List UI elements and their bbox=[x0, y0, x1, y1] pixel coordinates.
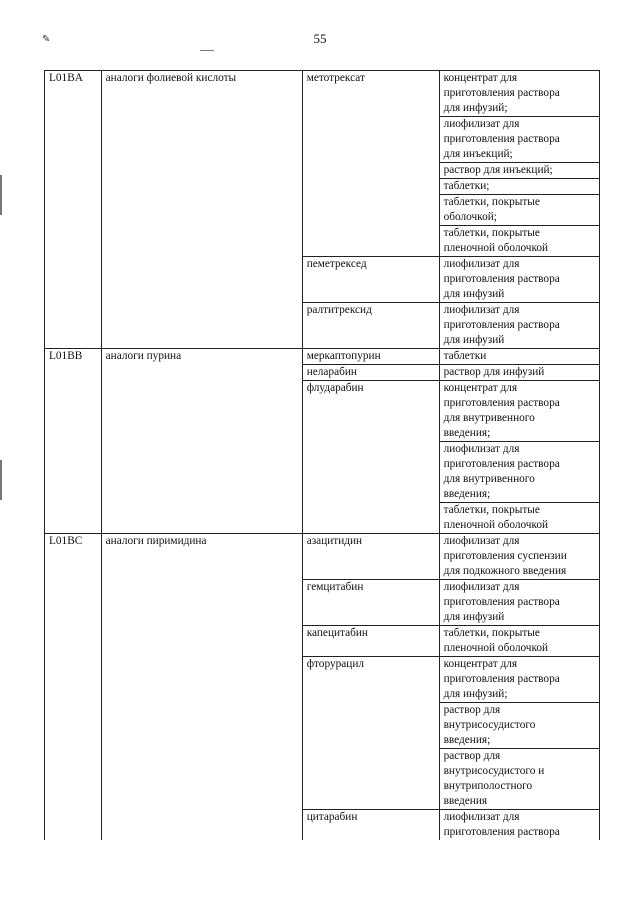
drug-name-cell: меркаптопурин bbox=[302, 349, 439, 365]
dosage-form-line: лиофилизат для bbox=[443, 811, 520, 823]
dosage-form-cell bbox=[439, 257, 599, 303]
dosage-form-cell bbox=[439, 657, 599, 703]
dosage-form-cell bbox=[439, 226, 599, 257]
table-row bbox=[45, 534, 600, 580]
dosage-form-line: внутрисосудистого и bbox=[443, 765, 545, 777]
dosage-form-line: для инъекций; bbox=[443, 148, 513, 160]
dosage-form-line: приготовления суспензии bbox=[443, 550, 567, 562]
drug-name-cell: гемцитабин bbox=[302, 580, 439, 626]
dosage-form-line: для инфузий bbox=[443, 334, 505, 346]
dosage-form-line: лиофилизат для bbox=[443, 118, 520, 130]
dosage-form-line: для инфузий bbox=[443, 611, 505, 623]
pharmacological-group-cell: аналоги фолиевой кислоты bbox=[101, 71, 302, 349]
dosage-form-cell bbox=[439, 580, 599, 626]
dosage-form-line: введения; bbox=[443, 488, 491, 500]
drug-name-cell: ралтитрексид bbox=[302, 303, 439, 349]
dosage-form-line: раствор для bbox=[443, 750, 501, 762]
atc-code-cell: L01BB bbox=[45, 349, 102, 534]
dosage-form-line: таблетки, покрытые bbox=[443, 504, 540, 516]
drug-name-cell: метотрексат bbox=[302, 71, 439, 257]
dosage-form-cell bbox=[439, 503, 599, 534]
dosage-form-line: таблетки, покрытые bbox=[443, 627, 540, 639]
dosage-form-line: для инфузий; bbox=[443, 688, 508, 700]
dosage-form-line: таблетки; bbox=[443, 180, 490, 192]
dosage-form-line: лиофилизат для bbox=[443, 535, 520, 547]
dosage-form-line: для внутривенного bbox=[443, 473, 535, 485]
pharmacological-group-cell: аналоги пиримидина bbox=[101, 534, 302, 841]
dosage-form-cell bbox=[439, 749, 599, 810]
dosage-form-line: внутрисосудистого bbox=[443, 719, 536, 731]
dosage-form-line: приготовления раствора bbox=[443, 273, 560, 285]
dosage-form-line: таблетки, покрытые bbox=[443, 227, 540, 239]
dosage-form-cell bbox=[439, 349, 599, 365]
dosage-form-line: приготовления раствора bbox=[443, 133, 560, 145]
atc-code-cell: L01BA bbox=[45, 71, 102, 349]
atc-code-cell: L01BC bbox=[45, 534, 102, 841]
scan-artifact-mark: ✎ bbox=[42, 34, 51, 45]
dosage-form-line: приготовления раствора bbox=[443, 319, 560, 331]
dosage-form-cell bbox=[439, 381, 599, 442]
dosage-form-line: концентрат для bbox=[443, 72, 518, 84]
dosage-form-line: таблетки bbox=[443, 350, 487, 362]
table-row bbox=[45, 349, 600, 365]
drug-name-cell: фторурацил bbox=[302, 657, 439, 810]
dosage-form-line: для инфузий; bbox=[443, 102, 508, 114]
dosage-form-cell bbox=[439, 534, 599, 580]
dosage-form-cell bbox=[439, 365, 599, 381]
dosage-form-line: введения; bbox=[443, 427, 491, 439]
dosage-form-line: таблетки, покрытые bbox=[443, 196, 540, 208]
dosage-form-line: приготовления раствора bbox=[443, 826, 560, 838]
dosage-form-line: концентрат для bbox=[443, 382, 518, 394]
dosage-form-line: внутриполостного bbox=[443, 780, 533, 792]
dosage-form-cell bbox=[439, 163, 599, 179]
drug-name-cell: цитарабин bbox=[302, 810, 439, 841]
dosage-form-line: раствор для bbox=[443, 704, 501, 716]
dosage-form-cell bbox=[439, 303, 599, 349]
dosage-form-line: для инфузий bbox=[443, 288, 505, 300]
dosage-form-cell bbox=[439, 71, 599, 117]
dosage-form-line: введения bbox=[443, 795, 488, 807]
drug-name-cell: капецитабин bbox=[302, 626, 439, 657]
dosage-form-line: пленочной оболочкой bbox=[443, 242, 549, 254]
dosage-form-line: приготовления раствора bbox=[443, 397, 560, 409]
dosage-form-line: введения; bbox=[443, 734, 491, 746]
dosage-form-line: для подкожного введения bbox=[443, 565, 567, 577]
scan-artifact-line bbox=[200, 50, 214, 51]
dosage-form-line: лиофилизат для bbox=[443, 581, 520, 593]
scan-artifact-edge bbox=[0, 175, 2, 215]
drug-name-cell: азацитидин bbox=[302, 534, 439, 580]
dosage-form-line: концентрат для bbox=[443, 658, 518, 670]
dosage-form-line: раствор для инфузий bbox=[443, 366, 545, 378]
drug-name-cell: пеметрексед bbox=[302, 257, 439, 303]
dosage-form-line: лиофилизат для bbox=[443, 443, 520, 455]
page-number: 55 bbox=[313, 31, 327, 46]
table-row bbox=[45, 71, 600, 117]
dosage-form-line: приготовления раствора bbox=[443, 87, 560, 99]
table-body bbox=[45, 71, 600, 841]
dosage-form-cell bbox=[439, 703, 599, 749]
dosage-form-line: раствор для инъекций; bbox=[443, 164, 553, 176]
drug-name-cell: флударабин bbox=[302, 381, 439, 534]
drug-name-cell: неларабин bbox=[302, 365, 439, 381]
dosage-form-line: пленочной оболочкой bbox=[443, 642, 549, 654]
dosage-form-line: пленочной оболочкой bbox=[443, 519, 549, 531]
dosage-form-line: лиофилизат для bbox=[443, 258, 520, 270]
dosage-form-cell bbox=[439, 626, 599, 657]
dosage-form-cell bbox=[439, 117, 599, 163]
scan-artifact-edge bbox=[0, 460, 2, 500]
drug-list-table bbox=[44, 70, 600, 840]
dosage-form-line: приготовления раствора bbox=[443, 458, 560, 470]
dosage-form-line: приготовления раствора bbox=[443, 596, 560, 608]
dosage-form-cell bbox=[439, 195, 599, 226]
dosage-form-cell bbox=[439, 179, 599, 195]
dosage-form-cell bbox=[439, 810, 599, 841]
dosage-form-line: оболочкой; bbox=[443, 211, 497, 223]
dosage-form-cell bbox=[439, 442, 599, 503]
pharmacological-group-cell: аналоги пурина bbox=[101, 349, 302, 534]
dosage-form-line: для внутривенного bbox=[443, 412, 535, 424]
dosage-form-line: лиофилизат для bbox=[443, 304, 520, 316]
dosage-form-line: приготовления раствора bbox=[443, 673, 560, 685]
